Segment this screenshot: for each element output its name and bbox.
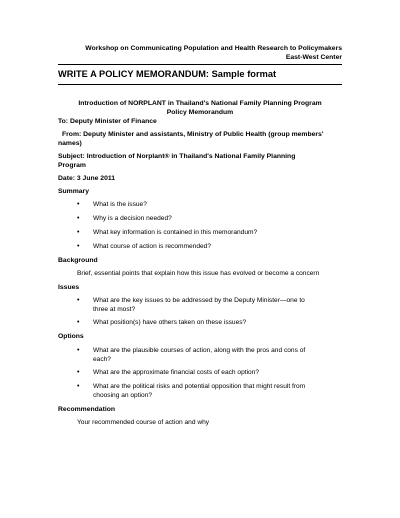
options-item-2: What are the approximate financial costs of each option? bbox=[93, 369, 260, 376]
title-rule bbox=[58, 84, 342, 85]
bullet-icon: • bbox=[77, 201, 80, 208]
recommendation-text: Your recommended course of action and why bbox=[77, 419, 210, 426]
bullet-icon: • bbox=[77, 347, 80, 354]
summary-item: Why is a decision needed? bbox=[93, 215, 172, 222]
bullet-icon: • bbox=[77, 215, 80, 222]
issues-item-1-line-1: What are the key issues to be addressed by the Deputy Minister—one to bbox=[93, 297, 305, 304]
bullet-icon: • bbox=[77, 297, 80, 304]
background-text: Brief, essential points that explain how this issue has evolved or become a concern bbox=[77, 270, 320, 277]
document-title: WRITE A POLICY MEMORANDUM: Sample format bbox=[58, 69, 277, 79]
memo-from-line-1: From: Deputy Minister and assistants, Ministry of Public Health (group members' bbox=[62, 131, 324, 138]
summary-heading: Summary bbox=[58, 188, 89, 195]
memo-to: To: Deputy Minister of Finance bbox=[58, 118, 157, 125]
summary-item: What is the issue? bbox=[93, 201, 147, 208]
header-center-line: East-West Center bbox=[285, 54, 342, 61]
bullet-icon: • bbox=[77, 243, 80, 250]
issues-item-2: What position(s) have others taken on these issues? bbox=[93, 319, 247, 326]
header-rule bbox=[58, 64, 342, 65]
issues-item-1-line-2: three at most? bbox=[93, 306, 136, 313]
memo-subject-line-1: Subject: Introduction of Norplant® in Thailand's National Family Planning bbox=[58, 153, 296, 160]
bullet-icon: • bbox=[77, 383, 80, 390]
options-item-1-line-1: What are the plausible courses of action, along with the pros and cons of bbox=[93, 347, 306, 354]
bullet-icon: • bbox=[77, 229, 80, 236]
intro-line-2: Policy Memorandum bbox=[166, 109, 234, 116]
intro-line-1: Introduction of NORPLANT in Thailand's National Family Planning Program bbox=[78, 100, 322, 107]
bullet-icon: • bbox=[77, 369, 80, 376]
options-item-1-line-2: each? bbox=[93, 356, 111, 363]
options-item-3-line-1: What are the political risks and potential opposition that might result from bbox=[93, 383, 306, 390]
summary-item: What course of action is recommended? bbox=[93, 243, 212, 250]
summary-item: What key information is contained in this memorandum? bbox=[93, 229, 258, 236]
options-heading: Options bbox=[58, 333, 84, 340]
recommendation-heading: Recommendation bbox=[58, 406, 116, 413]
options-item-3-line-2: choosing an option? bbox=[93, 392, 153, 399]
issues-heading: Issues bbox=[58, 284, 80, 291]
memo-from-line-2: names) bbox=[58, 140, 82, 147]
header-workshop-line: Workshop on Communicating Population and Health Research to Policymakers bbox=[85, 45, 342, 52]
memo-date: Date: 3 June 2011 bbox=[58, 175, 116, 182]
bullet-icon: • bbox=[77, 319, 80, 326]
memo-subject-line-2: Program bbox=[58, 162, 86, 169]
background-heading: Background bbox=[58, 257, 98, 264]
